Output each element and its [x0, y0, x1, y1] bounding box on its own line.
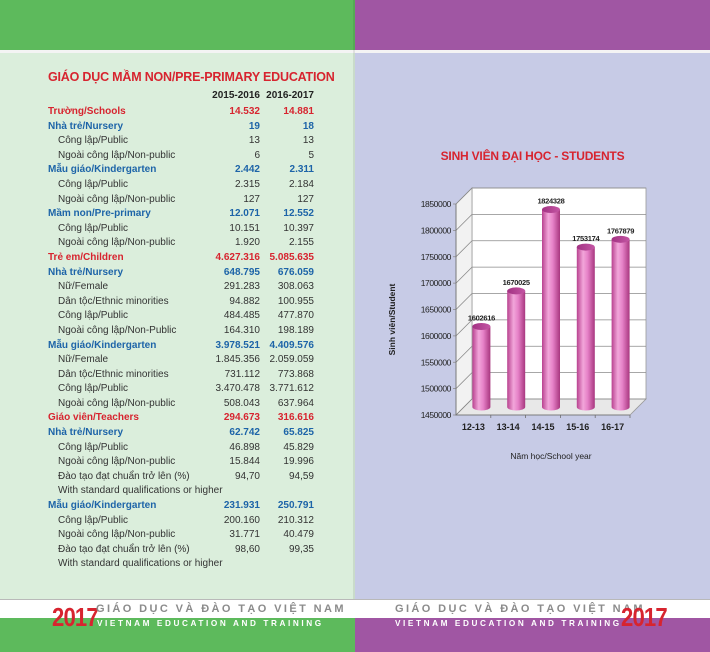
row-label: Công lập/Public: [58, 514, 129, 526]
bar-top-13-14: [507, 287, 525, 294]
value-2015-2016: 98,60: [234, 543, 260, 555]
table-row: [48, 426, 314, 441]
value-2015-2016: 294.673: [223, 412, 260, 424]
value-2016-2017: 4.409.576: [269, 339, 314, 351]
row-label: Giáo viên/Teachers: [48, 412, 139, 424]
value-2015-2016: 731.112: [224, 368, 260, 380]
data-label: 1753174: [572, 234, 600, 244]
value-2015-2016: 19: [248, 120, 260, 132]
value-2015-2016: 14.532: [229, 106, 260, 117]
x-tick-label: 13-14: [496, 422, 520, 432]
value-2015-2016: 291.283: [223, 281, 260, 293]
value-2015-2016: 164.310: [223, 324, 260, 336]
value-2016-2017: 12.552: [283, 208, 314, 220]
y-tick-label: 1700000: [420, 278, 451, 289]
row-label: Công lập/Public: [58, 178, 129, 190]
row-label: Công lập/Public: [58, 222, 129, 234]
y-tick-label: 1500000: [420, 383, 451, 394]
bar-top-14-15: [542, 206, 560, 213]
value-2015-2016: 31.771: [229, 529, 260, 541]
table-row: [48, 105, 314, 120]
value-2015-2016: 1.845.356: [215, 354, 260, 366]
table-row: [48, 280, 314, 295]
value-2015-2016: 4.627.316: [215, 251, 260, 263]
y-tick-label: 1800000: [420, 225, 451, 236]
bar-top-12-13: [472, 323, 490, 330]
row-label: Nhà trẻ/Nursery: [48, 120, 124, 132]
value-2015-2016: 231.931: [223, 500, 260, 512]
bar-14-15: [542, 210, 560, 411]
row-label: With standard qualifications or higher: [58, 485, 223, 497]
value-2016-2017: 65.825: [283, 427, 314, 439]
row-label: Dân tộc/Ethnic minorities: [58, 295, 169, 307]
table-row: [48, 557, 314, 572]
row-label: Công lập/Public: [58, 441, 129, 453]
chart-title: SINH VIÊN ĐẠI HỌC - STUDENTS: [440, 149, 625, 163]
y-tick-label: 1550000: [420, 357, 451, 368]
table-row: [48, 324, 314, 339]
y-tick-label: 1750000: [420, 251, 451, 262]
value-2016-2017: 94,59: [288, 470, 314, 482]
row-label: Đào tạo đạt chuẩn trở lên (%): [58, 470, 190, 482]
table-row: [48, 134, 314, 149]
y-tick-label: 1650000: [420, 304, 451, 315]
bar-12-13: [472, 326, 490, 410]
table-row: [48, 295, 314, 310]
y-tick-label: 1600000: [420, 330, 451, 341]
row-label: Công lập/Public: [58, 383, 129, 395]
value-2016-2017: 773.868: [277, 368, 314, 380]
footer-title-vi: GIÁO DỤC VÀ ĐÀO TẠO VIỆT NAM: [395, 603, 645, 615]
students-bar-chart: [355, 185, 710, 470]
stats-table: [48, 105, 314, 572]
bar-16-17: [612, 239, 630, 410]
footer-title-en: VIETNAM EDUCATION AND TRAINING: [97, 619, 324, 628]
value-2016-2017: 19.996: [283, 456, 314, 468]
row-label: Đào tạo đạt chuẩn trở lên (%): [58, 543, 190, 555]
table-row: [48, 484, 314, 499]
row-label: Ngoài công lập/Non-public: [58, 237, 176, 249]
footer-year: 2017: [52, 602, 98, 632]
table-row: [48, 251, 314, 266]
value-2015-2016: 127: [243, 193, 260, 205]
table-row: [48, 163, 314, 178]
row-label: Trường/Schools: [48, 106, 126, 117]
value-2015-2016: 3.978.521: [215, 339, 260, 351]
value-2016-2017: 2.311: [289, 164, 314, 176]
value-2015-2016: 6: [254, 149, 260, 161]
value-2016-2017: 14.881: [283, 106, 314, 117]
table-row: [48, 397, 314, 412]
value-2015-2016: 10.151: [229, 222, 260, 234]
value-2015-2016: 200.160: [223, 514, 260, 526]
row-label: Ngoài công lập/Non-public: [58, 529, 176, 541]
table-row: [48, 499, 314, 514]
data-label: 1602616: [467, 313, 495, 323]
bar-13-14: [507, 291, 525, 411]
value-2015-2016: 12.071: [229, 208, 260, 220]
table-row: [48, 222, 314, 237]
row-label: Mẫu giáo/Kindergarten: [48, 500, 157, 512]
table-row: [48, 120, 314, 135]
value-2016-2017: 2.155: [288, 237, 314, 249]
row-label: Ngoài công lập/Non-Public: [58, 324, 177, 336]
table-row: [48, 368, 314, 383]
row-label: Ngoài công lập/Non-public: [58, 456, 176, 468]
value-2016-2017: 40.479: [283, 529, 314, 541]
row-label: Nữ/Female: [58, 281, 109, 293]
value-2016-2017: 308.063: [277, 281, 314, 293]
value-2016-2017: 127: [297, 193, 314, 205]
year-header-1: 2015-2016: [212, 90, 260, 101]
value-2015-2016: 62.742: [229, 427, 260, 439]
value-2016-2017: 250.791: [277, 500, 314, 512]
value-2016-2017: 10.397: [283, 222, 314, 234]
value-2015-2016: 3.470.478: [215, 383, 260, 395]
value-2016-2017: 5.085.635: [269, 251, 314, 263]
value-2015-2016: 648.795: [223, 266, 260, 278]
bar-15-16: [577, 247, 595, 410]
value-2015-2016: 94,70: [234, 470, 260, 482]
row-label: Trẻ em/Children: [48, 251, 124, 263]
value-2016-2017: 13: [302, 135, 314, 147]
value-2016-2017: 5: [308, 149, 314, 161]
value-2015-2016: 15.844: [229, 456, 260, 468]
value-2015-2016: 2.442: [234, 164, 260, 176]
value-2015-2016: 1.920: [234, 237, 260, 249]
year-header-2: 2016-2017: [266, 90, 314, 101]
y-tick-label: 1850000: [420, 199, 451, 209]
bar-top-16-17: [612, 236, 630, 243]
table-row: [48, 266, 314, 281]
top-color-band: [0, 0, 355, 50]
table-row: [48, 149, 314, 164]
value-2015-2016: 13: [248, 135, 260, 147]
table-row: [48, 514, 314, 529]
row-label: Công lập/Public: [58, 310, 129, 322]
x-tick-label: 15-16: [566, 422, 590, 432]
footer-title-vi: GIÁO DỤC VÀ ĐÀO TẠO VIỆT NAM: [96, 603, 346, 615]
footer-title-en: VIETNAM EDUCATION AND TRAINING: [395, 619, 622, 628]
table-row: [48, 411, 314, 426]
row-label: Mầm non/Pre-primary: [48, 208, 151, 220]
value-2015-2016: 2.315: [234, 178, 260, 190]
value-2016-2017: 2.059.059: [269, 354, 314, 366]
data-label: 1670025: [502, 277, 530, 287]
value-2016-2017: 2.184: [288, 178, 314, 190]
table-row: [48, 178, 314, 193]
row-label: Ngoài công lập/Non-public: [58, 397, 176, 409]
bar-top-15-16: [577, 244, 595, 251]
row-label: Mẫu giáo/Kindergarten: [48, 164, 157, 176]
value-2016-2017: 45.829: [283, 441, 314, 453]
value-2016-2017: 3.771.612: [269, 383, 314, 395]
table-row: [48, 339, 314, 354]
table-row: [48, 382, 314, 397]
table-row: [48, 455, 314, 470]
table-row: [48, 543, 314, 558]
x-tick-label: 14-15: [531, 422, 555, 432]
row-label: Nữ/Female: [58, 354, 109, 366]
table-row: [48, 207, 314, 222]
section-title: GIÁO DỤC MẦM NON/PRE-PRIMARY EDUCATION: [48, 70, 335, 84]
x-tick-label: 12-13: [461, 422, 485, 432]
data-label: 1824328: [537, 196, 565, 206]
table-row: [48, 309, 314, 324]
row-label: Công lập/Public: [58, 135, 129, 147]
value-2016-2017: 210.312: [277, 514, 314, 526]
y-axis-label: Sinh viên/Student: [387, 283, 397, 356]
table-row: [48, 353, 314, 368]
row-label: Mẫu giáo/Kindergarten: [48, 339, 157, 351]
row-label: With standard qualifications or higher: [58, 558, 223, 570]
table-row: [48, 236, 314, 251]
value-2016-2017: 676.059: [277, 266, 314, 278]
row-label: Dân tộc/Ethnic minorities: [58, 368, 169, 380]
value-2016-2017: 99,35: [288, 543, 314, 555]
value-2016-2017: 316.616: [277, 412, 314, 424]
value-2016-2017: 477.870: [277, 310, 314, 322]
table-row: [48, 193, 314, 208]
table-row: [48, 528, 314, 543]
table-row: [48, 441, 314, 456]
value-2016-2017: 100.955: [277, 295, 314, 307]
value-2015-2016: 94.882: [229, 295, 260, 307]
row-label: Ngoài công lập/Non-public: [58, 149, 176, 161]
value-2016-2017: 18: [302, 120, 314, 132]
top-color-band: [355, 0, 710, 50]
data-label: 1767879: [607, 226, 635, 236]
x-axis-label: Năm học/School year: [510, 451, 592, 461]
value-2015-2016: 508.043: [223, 397, 260, 409]
value-2016-2017: 198.189: [277, 324, 314, 336]
value-2016-2017: 637.964: [277, 397, 314, 409]
x-tick-label: 16-17: [601, 422, 625, 432]
value-2015-2016: 484.485: [223, 310, 260, 322]
row-label: Nhà trẻ/Nursery: [48, 427, 124, 439]
y-tick-label: 1450000: [420, 410, 451, 420]
row-label: Nhà trẻ/Nursery: [48, 266, 124, 278]
footer-year: 2017: [621, 602, 667, 632]
value-2015-2016: 46.898: [229, 441, 260, 453]
table-row: [48, 470, 314, 485]
right-page: [355, 0, 710, 652]
row-label: Ngoài công lập/Non-public: [58, 193, 176, 205]
